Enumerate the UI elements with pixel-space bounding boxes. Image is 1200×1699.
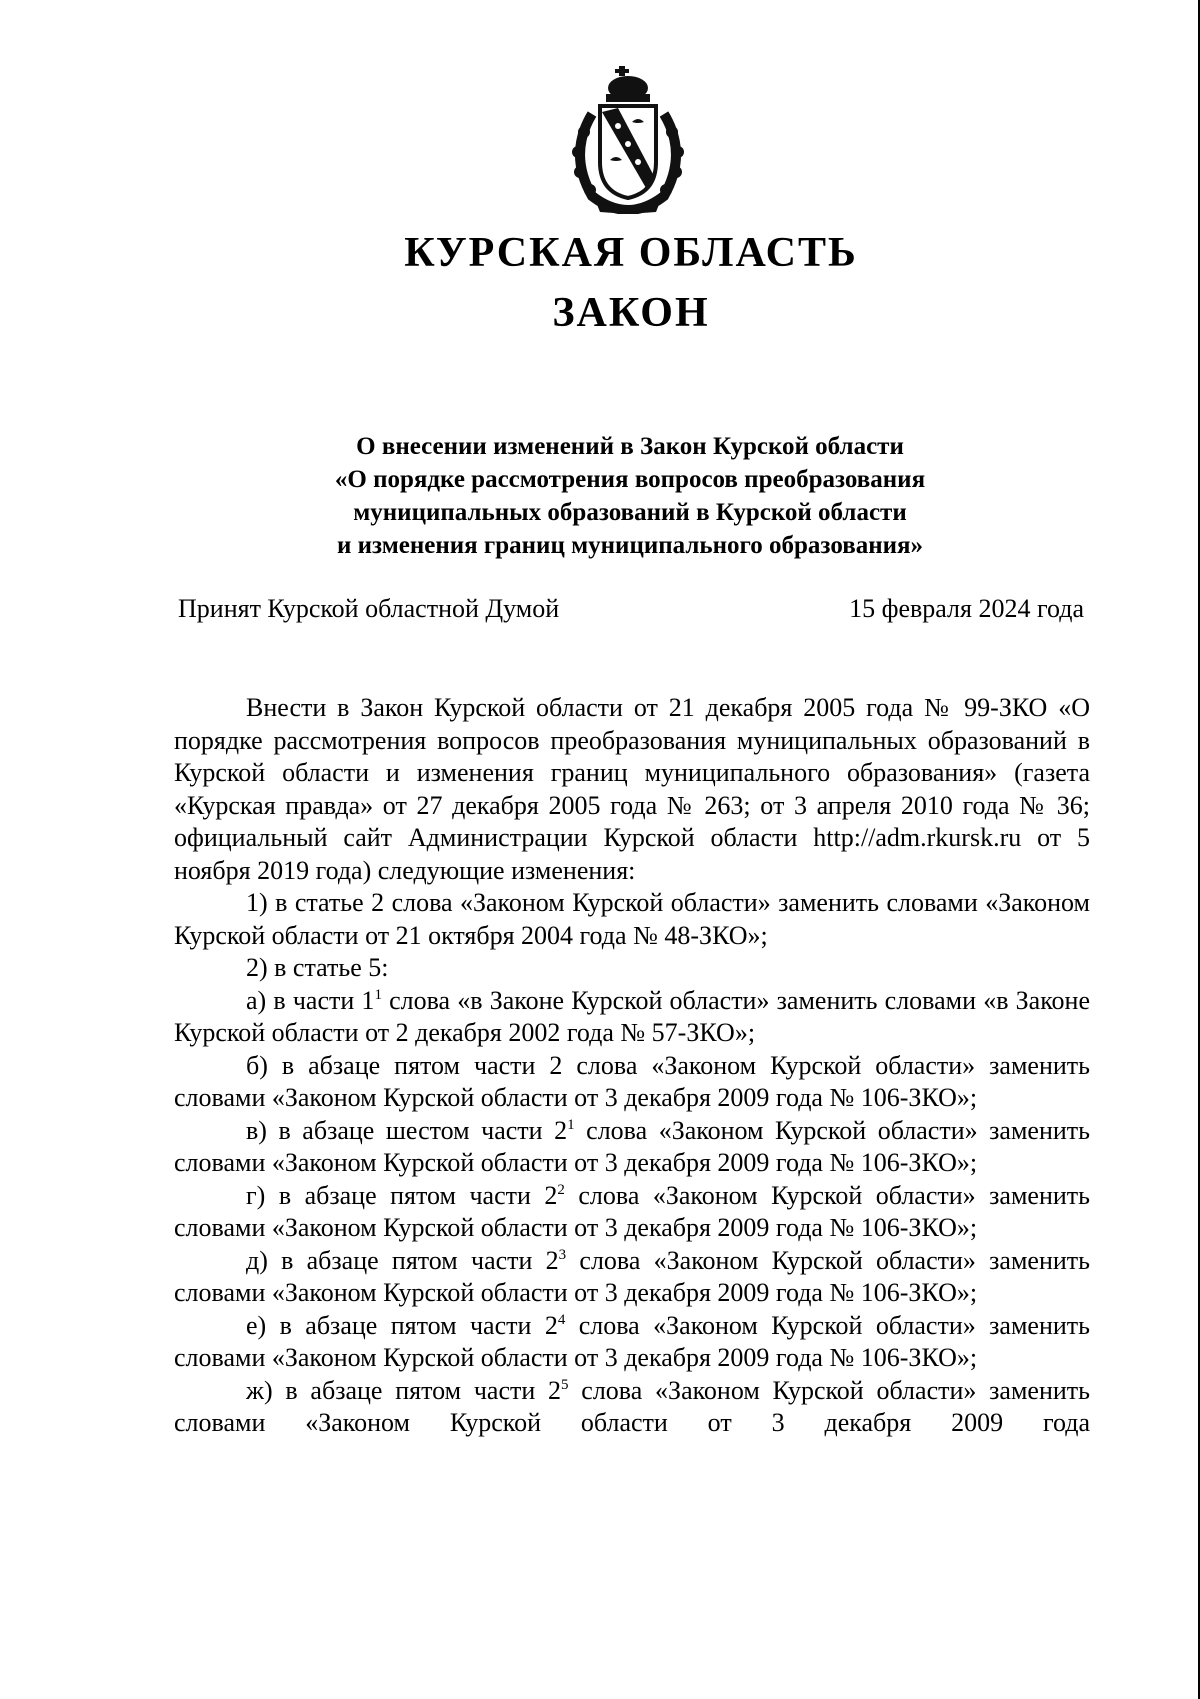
amendment-subitem-a [174, 985, 1090, 1050]
subitem-text: слова «Законом Курской области» заменить словами «Законом Курской области от 3 декабря 2009 года № 106-ЗКО»; [174, 1115, 1090, 1177]
subitem-text: а) в части 1 [246, 985, 375, 1015]
subitem-text: в) в абзаце шестом части 2 [246, 1115, 568, 1145]
amendment-subitem-zh [174, 1375, 1090, 1440]
subitem-text: ж) в абзаце пятом части 2 [246, 1375, 562, 1405]
superscript-index: 3 [558, 1246, 567, 1263]
document-type-heading: ЗАКОН [552, 290, 710, 336]
amendment-subitem-v [174, 1115, 1090, 1180]
law-title-line: «О порядке рассмотрения вопросов преобразования [334, 466, 926, 493]
superscript-index: 2 [557, 1181, 565, 1198]
law-body [174, 692, 1090, 1440]
adoption-date: 15 февраля 2024 года [849, 594, 1084, 623]
subitem-text: е) в абзаце пятом части 2 [246, 1310, 558, 1340]
adopted-by-label: Принят Курской областной Думой [178, 594, 560, 623]
subitem-text: слова «в Законе Курской области» заменить словами «в Законе Курской области от 2 декабря 2002 года № 57-ЗКО»; [174, 985, 1090, 1047]
amendment-subitem-g [174, 1180, 1090, 1245]
law-title-line: О внесении изменений в Закон Курской области [356, 433, 904, 460]
amendment-subitem-b: б) в абзаце пятом части 2 слова «Законом Курской области» заменить словами «Законом Курской области от 3 декабря 2009 года № 106-ЗКО»; [174, 1050, 1090, 1112]
superscript-index: 1 [374, 986, 382, 1003]
subitem-text: г) в абзаце пятом части 2 [246, 1180, 558, 1210]
law-title-line: муниципальных образований в Курской области [353, 499, 907, 526]
subitem-text: слова «Законом Курской области» заменить словами «Законом Курской области от 3 декабря 2009 года [174, 1375, 1090, 1437]
superscript-index: 1 [567, 1116, 575, 1133]
law-title [230, 430, 1030, 562]
region-heading: КУРСКАЯ ОБЛАСТЬ [404, 230, 858, 276]
subitem-text: слова «Законом Курской области» заменить словами «Законом Курской области от 3 декабря 2009 года № 106-ЗКО»; [174, 1180, 1091, 1242]
superscript-index: 4 [557, 1311, 566, 1328]
superscript-index: 5 [561, 1376, 569, 1393]
subitem-text: слова «Законом Курской области» заменить словами «Законом Курской области от 3 декабря 2009 года № 106-ЗКО»; [174, 1245, 1091, 1307]
amendment-subitem-e [174, 1310, 1090, 1375]
amendment-item-2: 2) в статье 5: [246, 953, 389, 982]
amendment-subitem-d [174, 1245, 1090, 1310]
subitem-text: д) в абзаце пятом части 2 [246, 1245, 559, 1275]
law-title-line: и изменения границ муниципального образования» [336, 532, 924, 559]
subitem-text: слова «Законом Курской области» заменить словами «Законом Курской области от 3 декабря 2009 года № 106-ЗКО»; [174, 1310, 1091, 1372]
kursk-oblast-coat-of-arms-icon [562, 64, 694, 214]
amendment-item-1: 1) в статье 2 слова «Законом Курской области» заменить словами «Законом Курской области от 21 октября 2004 года № 48-ЗКО»; [174, 888, 1090, 950]
intro-paragraph: Внести в Закон Курской области от 21 декабря 2005 года № 99-ЗКО «О порядке рассмотрения вопросов преобразования муниципальных образований в Курской области и изменения границ муниципального образования» (газета «Курская правда» от 27 декабря 2005 года № 263; от 3 апреля 2010 года № 36; официальный сайт Администрации Курской области http://adm.rkursk.ru от 5 ноября 2019 года) следующие изменения: [174, 693, 1090, 885]
